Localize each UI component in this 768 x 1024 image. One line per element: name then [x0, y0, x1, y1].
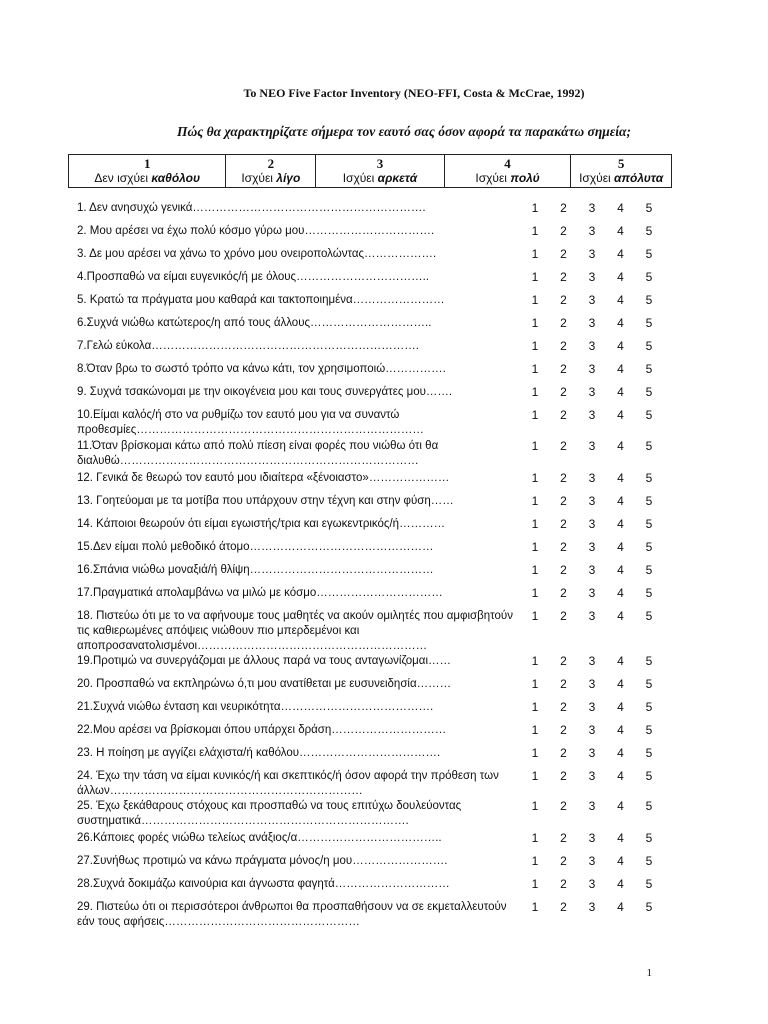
rating-options: [527, 799, 657, 814]
rating-option-2[interactable]: 2: [560, 293, 567, 307]
rating-option-4[interactable]: 4: [617, 677, 624, 691]
rating-option-3[interactable]: 3: [588, 677, 596, 691]
scale-caption-emphasis: πολύ: [510, 171, 540, 185]
item-text: 17.Πραγματικά απολαμβάνω να μιλώ με κόσμο……………………………: [77, 587, 443, 599]
rating-option-2[interactable]: 2: [560, 654, 567, 668]
rating-option-1[interactable]: 1: [531, 746, 539, 760]
rating-option-4[interactable]: 4: [617, 654, 624, 668]
rating-option-5[interactable]: 5: [645, 900, 653, 914]
rating-option-2[interactable]: 2: [560, 224, 567, 238]
rating-options: [527, 316, 657, 331]
rating-option-1[interactable]: 1: [531, 385, 539, 399]
rating-options: [527, 247, 657, 262]
rating-option-5[interactable]: 5: [645, 723, 653, 737]
rating-option-2[interactable]: 2: [560, 609, 567, 623]
rating-scale-legend: [68, 154, 672, 188]
rating-option-4[interactable]: 4: [617, 439, 624, 453]
page-number: 1: [646, 967, 652, 979]
item-text: 23. Η ποίηση με αγγίζει ελάχιστα/ή καθόλου……………………………….: [77, 747, 441, 759]
rating-option-1[interactable]: 1: [531, 769, 539, 783]
item-text: 25. Έχω ξεκάθαρους στόχους και προσπαθώ να τους επιτύχω δουλεύοντας συστηματικά…………………………………………………………….: [77, 800, 462, 827]
rating-option-2[interactable]: 2: [560, 471, 567, 485]
rating-option-1[interactable]: 1: [531, 270, 539, 284]
rating-option-4[interactable]: 4: [617, 339, 624, 353]
scale-caption-prefix: Ισχύει: [342, 171, 378, 185]
rating-option-5[interactable]: 5: [645, 224, 653, 238]
rating-option-1[interactable]: 1: [531, 408, 539, 422]
rating-option-1[interactable]: 1: [531, 877, 539, 891]
rating-option-3[interactable]: 3: [588, 293, 596, 307]
rating-option-2[interactable]: 2: [560, 746, 567, 760]
rating-option-4[interactable]: 4: [617, 385, 624, 399]
rating-option-3[interactable]: 3: [588, 270, 596, 284]
rating-option-3[interactable]: 3: [588, 831, 596, 845]
rating-option-5[interactable]: 5: [645, 700, 653, 714]
item-text: 2. Μου αρέσει να έχω πολύ κόσμο γύρω μου…………………………….: [77, 225, 435, 237]
rating-option-4[interactable]: 4: [617, 799, 624, 813]
rating-option-3[interactable]: 3: [588, 877, 596, 891]
rating-options: [527, 439, 657, 454]
rating-option-4[interactable]: 4: [617, 362, 624, 376]
rating-options: [527, 201, 657, 216]
scale-cell-4: [445, 155, 572, 187]
scale-caption: [69, 171, 225, 185]
rating-option-4[interactable]: 4: [617, 746, 624, 760]
rating-option-3[interactable]: 3: [588, 339, 596, 353]
rating-option-5[interactable]: 5: [645, 339, 653, 353]
rating-option-5[interactable]: 5: [645, 609, 653, 623]
rating-options: [527, 746, 657, 761]
rating-option-2[interactable]: 2: [560, 517, 567, 531]
rating-option-1[interactable]: 1: [531, 609, 539, 623]
rating-options: [527, 385, 657, 400]
rating-option-1[interactable]: 1: [531, 517, 539, 531]
rating-option-5[interactable]: 5: [645, 293, 653, 307]
scale-caption: [316, 171, 444, 185]
rating-option-2[interactable]: 2: [560, 831, 567, 845]
rating-option-3[interactable]: 3: [588, 723, 596, 737]
item-text: 3. Δε μου αρέσει να χάνω το χρόνο μου ονειροπολώντας……………….: [77, 248, 437, 260]
rating-option-2[interactable]: 2: [560, 900, 567, 914]
rating-option-1[interactable]: 1: [531, 700, 539, 714]
rating-option-3[interactable]: 3: [588, 900, 596, 914]
rating-option-3[interactable]: 3: [588, 654, 596, 668]
rating-option-1[interactable]: 1: [531, 362, 539, 376]
scale-cell-1: [69, 155, 226, 187]
rating-option-3[interactable]: 3: [588, 408, 596, 422]
rating-options: [527, 471, 657, 486]
rating-option-2[interactable]: 2: [560, 385, 567, 399]
rating-option-1[interactable]: 1: [531, 293, 539, 307]
rating-option-5[interactable]: 5: [645, 439, 653, 453]
item-text: 27.Συνήθως προτιμώ να κάνω πράγματα μόνος/η μου…………………….: [77, 855, 448, 867]
item-text: 24. Έχω την τάση να είμαι κυνικός/ή και σκεπτικός/ή όσον αφορά την πρόθεση των άλλων…………………………………………………………: [77, 770, 499, 797]
rating-option-2[interactable]: 2: [560, 769, 567, 783]
rating-option-1[interactable]: 1: [531, 471, 539, 485]
rating-option-5[interactable]: 5: [645, 362, 653, 376]
rating-option-1[interactable]: 1: [531, 677, 539, 691]
rating-option-5[interactable]: 5: [645, 247, 653, 261]
rating-option-1[interactable]: 1: [531, 540, 539, 554]
rating-option-5[interactable]: 5: [645, 540, 653, 554]
rating-option-4[interactable]: 4: [617, 316, 624, 330]
document-title: To NEO Five Factor Inventory (NEO-FFI, Costa & McCrae, 1992): [243, 86, 585, 100]
rating-option-4[interactable]: 4: [617, 854, 624, 868]
rating-option-1[interactable]: 1: [531, 900, 539, 914]
rating-option-3[interactable]: 3: [588, 746, 596, 760]
rating-options: [527, 540, 657, 555]
scale-caption: [571, 171, 671, 185]
scale-caption: [445, 171, 571, 185]
item-text: 7.Γελώ εύκολα…………………………………………………………….: [77, 340, 419, 352]
rating-options: [527, 563, 657, 578]
rating-option-5[interactable]: 5: [645, 854, 653, 868]
rating-option-2[interactable]: 2: [560, 439, 567, 453]
item-text: 1. Δεν ανησυχώ γενικά…………………………………………………….: [77, 202, 426, 214]
rating-options: [527, 517, 657, 532]
rating-option-2[interactable]: 2: [560, 247, 567, 261]
rating-option-5[interactable]: 5: [645, 799, 653, 813]
item-text: 28.Συχνά δοκιμάζω καινούρια και άγνωστα φαγητά…………………………: [77, 878, 450, 890]
item-text: 14. Κάποιοι θεωρούν ότι είμαι εγωιστής/τρια και εγωκεντρικός/ή…………: [77, 518, 446, 530]
rating-option-4[interactable]: 4: [617, 494, 624, 508]
rating-option-1[interactable]: 1: [531, 439, 539, 453]
rating-option-3[interactable]: 3: [588, 247, 596, 261]
rating-option-2[interactable]: 2: [560, 201, 567, 215]
rating-option-3[interactable]: 3: [588, 540, 596, 554]
rating-options: [527, 831, 657, 846]
rating-option-5[interactable]: 5: [645, 471, 653, 485]
rating-option-2[interactable]: 2: [560, 362, 567, 376]
item-text: 11.Όταν βρίσκομαι κάτω από πολύ πίεση είναι φορές που νιώθω ότι θα διαλυθώ……………………………………………………………………: [77, 440, 439, 467]
rating-option-3[interactable]: 3: [588, 799, 596, 813]
rating-option-3[interactable]: 3: [588, 385, 596, 399]
rating-options: [527, 339, 657, 354]
rating-option-5[interactable]: 5: [645, 270, 653, 284]
rating-option-4[interactable]: 4: [617, 700, 624, 714]
rating-option-2[interactable]: 2: [560, 677, 567, 691]
item-text: 9. Συχνά τσακώνομαι με την οικογένεια μου και τους συνεργάτες μου…….: [77, 386, 453, 398]
scale-number: 2: [267, 156, 275, 171]
rating-option-2[interactable]: 2: [560, 563, 567, 577]
rating-option-4[interactable]: 4: [617, 517, 624, 531]
item-text: 16.Σπάνια νιώθω μοναξιά/ή θλίψη…………………………………………: [77, 564, 434, 576]
rating-option-1[interactable]: 1: [531, 799, 539, 813]
rating-option-2[interactable]: 2: [560, 540, 567, 554]
item-text: 29. Πιστεύω ότι οι περισσότεροι άνθρωποι θα προσπαθήσουν να σε εκμεταλλευτούν εάν τους αφήσεις……………………………………………: [77, 901, 507, 928]
rating-option-4[interactable]: 4: [617, 609, 624, 623]
scale-caption-prefix: Δεν ισχύει: [94, 171, 152, 185]
rating-options: [527, 769, 657, 784]
rating-option-4[interactable]: 4: [617, 769, 624, 783]
rating-option-1[interactable]: 1: [531, 316, 539, 330]
rating-option-4[interactable]: 4: [617, 247, 624, 261]
scale-caption-prefix: Ισχύει: [475, 171, 511, 185]
item-text: 4.Προσπαθώ να είμαι ευγενικός/ή με όλους……………………………..: [77, 271, 429, 283]
scale-number: 4: [504, 156, 511, 171]
rating-option-2[interactable]: 2: [560, 408, 567, 422]
rating-option-5[interactable]: 5: [645, 831, 653, 845]
rating-options: [527, 408, 657, 423]
rating-option-1[interactable]: 1: [531, 586, 539, 600]
rating-option-2[interactable]: 2: [560, 877, 567, 891]
rating-options: [527, 900, 657, 915]
rating-option-5[interactable]: 5: [645, 563, 653, 577]
rating-option-5[interactable]: 5: [645, 586, 653, 600]
rating-option-1[interactable]: 1: [531, 224, 539, 238]
rating-option-5[interactable]: 5: [645, 494, 653, 508]
rating-option-2[interactable]: 2: [560, 316, 567, 330]
instruction-question: Πώς θα χαρακτηρίζατε σήμερα τον εαυτό σας όσον αφορά τα παρακάτω σημεία;: [176, 124, 631, 139]
rating-option-2[interactable]: 2: [560, 854, 567, 868]
scale-cell-2: [226, 155, 316, 187]
scale-caption-emphasis: αρκετά: [377, 171, 418, 185]
rating-options: [527, 700, 657, 715]
rating-option-1[interactable]: 1: [531, 339, 539, 353]
rating-option-5[interactable]: 5: [645, 769, 653, 783]
rating-option-2[interactable]: 2: [560, 494, 567, 508]
rating-option-1[interactable]: 1: [531, 854, 539, 868]
rating-option-5[interactable]: 5: [645, 517, 653, 531]
rating-option-5[interactable]: 5: [645, 408, 653, 422]
scale-number: 3: [376, 156, 384, 171]
rating-option-3[interactable]: 3: [588, 854, 596, 868]
rating-option-4[interactable]: 4: [617, 471, 624, 485]
scale-cell-3: [316, 155, 445, 187]
rating-option-3[interactable]: 3: [588, 316, 596, 330]
rating-options: [527, 677, 657, 692]
scale-caption-prefix: Ισχύει: [241, 171, 277, 185]
rating-option-4[interactable]: 4: [617, 563, 624, 577]
rating-option-3[interactable]: 3: [588, 517, 596, 531]
item-text: 26.Κάποιες φορές νιώθω τελείως ανάξιος/α………………………………..: [77, 832, 442, 844]
rating-options: [527, 362, 657, 377]
rating-option-1[interactable]: 1: [531, 201, 539, 215]
scale-caption-emphasis: απόλυτα: [614, 171, 664, 185]
scale-caption-prefix: Ισχύει: [579, 171, 615, 185]
rating-option-3[interactable]: 3: [588, 362, 596, 376]
rating-option-2[interactable]: 2: [560, 339, 567, 353]
rating-option-2[interactable]: 2: [560, 700, 567, 714]
rating-option-3[interactable]: 3: [588, 471, 596, 485]
rating-option-1[interactable]: 1: [531, 563, 539, 577]
scale-number: 1: [143, 156, 151, 171]
rating-options: [527, 877, 657, 892]
item-text: 19.Προτιμώ να συνεργάζομαι με άλλους παρά να τους ανταγωνίζομαι……: [77, 655, 452, 667]
rating-option-3[interactable]: 3: [588, 586, 596, 600]
rating-options: [527, 494, 657, 509]
item-text: 20. Προσπαθώ να εκπληρώνω ό,τι μου ανατίθεται με ευσυνειδησία………: [77, 678, 452, 690]
item-text: 6.Συχνά νιώθω κατώτερος/η από τους άλλους…………………………..: [77, 317, 432, 329]
scale-caption-emphasis: καθόλου: [151, 171, 201, 185]
scale-number: 5: [617, 156, 625, 171]
rating-option-4[interactable]: 4: [617, 900, 624, 914]
rating-options: [527, 270, 657, 285]
rating-options: [527, 293, 657, 308]
rating-options: [527, 723, 657, 738]
rating-option-4[interactable]: 4: [617, 224, 624, 238]
rating-option-3[interactable]: 3: [588, 439, 596, 453]
rating-option-5[interactable]: 5: [645, 316, 653, 330]
rating-option-4[interactable]: 4: [617, 270, 624, 284]
item-text: 10.Είμαι καλός/ή στο να ρυθμίζω τον εαυτό μου για να συναντώ προθεσμίες…………………………………………………………………: [77, 409, 424, 436]
item-text: 21.Συχνά νιώθω ένταση και νευρικότητα………………………………….: [77, 701, 434, 713]
rating-option-4[interactable]: 4: [617, 201, 624, 215]
rating-option-4[interactable]: 4: [617, 293, 624, 307]
rating-option-1[interactable]: 1: [531, 654, 539, 668]
rating-option-5[interactable]: 5: [645, 877, 653, 891]
rating-option-3[interactable]: 3: [588, 224, 596, 238]
item-text: 8.Όταν βρω το σωστό τρόπο να κάνω κάτι, τον χρησιμοποιώ…………….: [77, 363, 446, 375]
rating-option-1[interactable]: 1: [531, 723, 539, 737]
item-text: 15.Δεν είμαι πολύ μεθοδικό άτομο…………………………………………: [77, 541, 434, 553]
rating-option-3[interactable]: 3: [588, 700, 596, 714]
rating-option-1[interactable]: 1: [531, 831, 539, 845]
rating-option-3[interactable]: 3: [588, 609, 596, 623]
rating-option-5[interactable]: 5: [645, 385, 653, 399]
rating-options: [527, 586, 657, 601]
rating-options: [527, 654, 657, 669]
rating-option-3[interactable]: 3: [588, 201, 596, 215]
rating-options: [527, 854, 657, 869]
rating-option-4[interactable]: 4: [617, 540, 624, 554]
rating-option-1[interactable]: 1: [531, 247, 539, 261]
rating-option-2[interactable]: 2: [560, 586, 567, 600]
scale-caption: [226, 171, 315, 185]
rating-option-2[interactable]: 2: [560, 799, 567, 813]
rating-options: [527, 224, 657, 239]
item-text: 13. Γοητεύομαι με τα μοτίβα που υπάρχουν στην τέχνη και στην φύση……: [77, 495, 454, 507]
rating-option-5[interactable]: 5: [645, 746, 653, 760]
rating-option-4[interactable]: 4: [617, 586, 624, 600]
scale-caption-emphasis: λίγο: [276, 171, 301, 185]
rating-option-4[interactable]: 4: [617, 723, 624, 737]
rating-option-4[interactable]: 4: [617, 877, 624, 891]
item-text: 5. Κρατώ τα πράγματα μου καθαρά και τακτοποιημένα……………………: [77, 294, 445, 306]
rating-option-5[interactable]: 5: [645, 654, 653, 668]
rating-option-4[interactable]: 4: [617, 408, 624, 422]
item-text: 18. Πιστεύω ότι με το να αφήνουμε τους μαθητές να ακούν ομιλητές που αμφισβητούν τις καθιερωμένες απόψεις νιώθουν πιο μπερδεμένοι και αποπροσανατολισμένοι……………………………………………………: [77, 610, 513, 652]
rating-option-4[interactable]: 4: [617, 831, 624, 845]
rating-options: [527, 609, 657, 624]
rating-option-2[interactable]: 2: [560, 723, 567, 737]
rating-option-3[interactable]: 3: [588, 563, 596, 577]
rating-option-2[interactable]: 2: [560, 270, 567, 284]
rating-option-5[interactable]: 5: [645, 677, 653, 691]
rating-option-3[interactable]: 3: [588, 494, 596, 508]
rating-option-1[interactable]: 1: [531, 494, 539, 508]
rating-option-5[interactable]: 5: [645, 201, 653, 215]
scale-cell-5: [571, 155, 671, 187]
item-text: 22.Μου αρέσει να βρίσκομαι όπου υπάρχει δράση…………………………: [77, 724, 447, 736]
item-text: 12. Γενικά δε θεωρώ τον εαυτό μου ιδιαίτερα «ξένοιαστο»…………………: [77, 472, 450, 484]
rating-option-3[interactable]: 3: [588, 769, 596, 783]
